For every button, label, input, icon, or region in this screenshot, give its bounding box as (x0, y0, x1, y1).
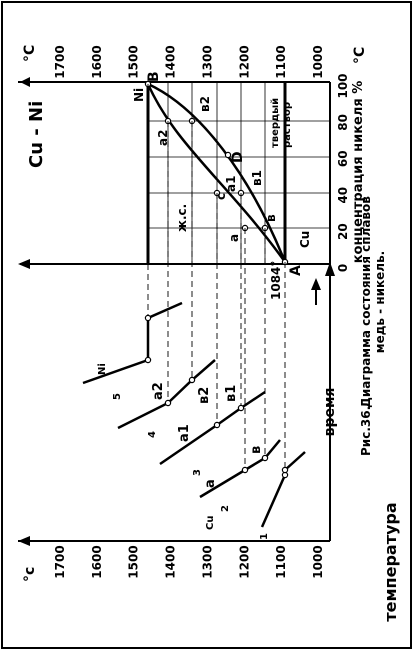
phase-temp-tick-6: 1100 (274, 45, 289, 79)
conc-axis-label: концентрация никеля % (351, 80, 366, 264)
temperature-axis-label: температура (381, 502, 400, 622)
curve-number-1: 1 (259, 533, 270, 540)
ni-label: Ni (132, 87, 146, 102)
cooling-temp-tick-0: 1700 (53, 545, 67, 579)
time-arrow-head (311, 278, 321, 290)
caption-figure-number: Рис.36. (359, 405, 373, 456)
cool-label-a1: a1 (177, 424, 192, 442)
conc-tick-5: 0 (336, 263, 350, 273)
cooling-temp-arrow (18, 536, 30, 546)
phase-temp-tick-0: 1700 (53, 45, 67, 79)
cool-label-a: a (203, 479, 218, 488)
phase-diagram (18, 45, 368, 300)
phase-temp-unit: °C (22, 44, 38, 62)
conc-tick-1: 80 (336, 114, 350, 131)
curve-number-3: 3 (192, 469, 203, 476)
conc-tick-3: 40 (336, 186, 350, 204)
solid-label-1: твердый (270, 97, 281, 148)
curve-number-2: 2 (220, 505, 231, 512)
caption (359, 196, 387, 456)
phase-temp-unit-right: °C (352, 46, 368, 64)
conc-tick-4: 20 (336, 223, 350, 240)
cooling-curves (18, 262, 400, 622)
phase-top-arrow (20, 77, 30, 87)
curve-name-ni: Ni (97, 363, 108, 375)
point-b-label: B (146, 71, 162, 82)
cooling-temp-tick-1: 1600 (89, 545, 104, 579)
cooling-temp-tick-5: 1200 (237, 545, 252, 579)
liquid-label: ж.с. (175, 203, 189, 232)
system-label: Cu - Ni (26, 100, 47, 168)
caption-line-2: медь - никель. (373, 250, 387, 354)
conc-tick-2: 60 (336, 150, 350, 168)
cooling-temp-tick-2: 1500 (126, 545, 141, 579)
cooling-temp-tick-7: 1000 (311, 545, 325, 579)
cooling-temp-tick-3: 1400 (163, 545, 178, 579)
phase-temp-tick-4: 1300 (200, 45, 215, 79)
point-a-label: A (288, 265, 304, 276)
cooling-points (145, 315, 287, 477)
curve-1 (262, 470, 285, 527)
phase-temp-tick-2: 1500 (126, 45, 141, 79)
phase-bottom-arrow (18, 259, 30, 269)
phase-temp-tick-5: 1200 (237, 45, 252, 79)
cooling-temp-tick-4: 1300 (200, 545, 215, 579)
curve-number-4: 4 (147, 431, 158, 438)
cool-label-v1: в1 (224, 384, 239, 402)
curve-name-cu: Cu (205, 515, 216, 530)
liquidus-curve (148, 84, 285, 262)
phase-temp-ticks (53, 45, 325, 78)
phase-conc-ticks (336, 73, 350, 272)
label-v2: в2 (198, 96, 212, 112)
label-c: c (214, 192, 228, 200)
cool-label-v2: в2 (197, 386, 212, 404)
solid-label-2: раствор (282, 102, 293, 148)
conc-tick-0: 100 (336, 73, 350, 99)
cu-melting-label: 1084° (269, 260, 283, 300)
cool-label-a2: a2 (151, 382, 166, 400)
caption-line-1: Диаграмма состояния сплавов (359, 196, 373, 408)
phase-temp-tick-3: 1400 (163, 45, 178, 79)
curve-1-tail (285, 452, 305, 470)
cooling-temp-ticks (53, 545, 325, 578)
time-axis-label: время (322, 387, 338, 437)
cool-label-v: в (249, 445, 264, 454)
label-v: в (264, 214, 278, 222)
curve-number-5: 5 (112, 393, 123, 400)
cooling-temp-tick-6: 1100 (274, 545, 289, 579)
label-a1: a1 (224, 175, 238, 192)
label-v1: в1 (250, 170, 264, 186)
phase-temp-tick-7: 1000 (311, 45, 325, 79)
label-a2: a2 (156, 129, 170, 146)
phase-temp-tick-1: 1600 (89, 45, 104, 79)
cooling-temp-unit: °c (22, 566, 38, 582)
cu-label: Cu (298, 230, 312, 248)
point-d-label: D (230, 151, 246, 163)
label-a: a (227, 233, 241, 242)
